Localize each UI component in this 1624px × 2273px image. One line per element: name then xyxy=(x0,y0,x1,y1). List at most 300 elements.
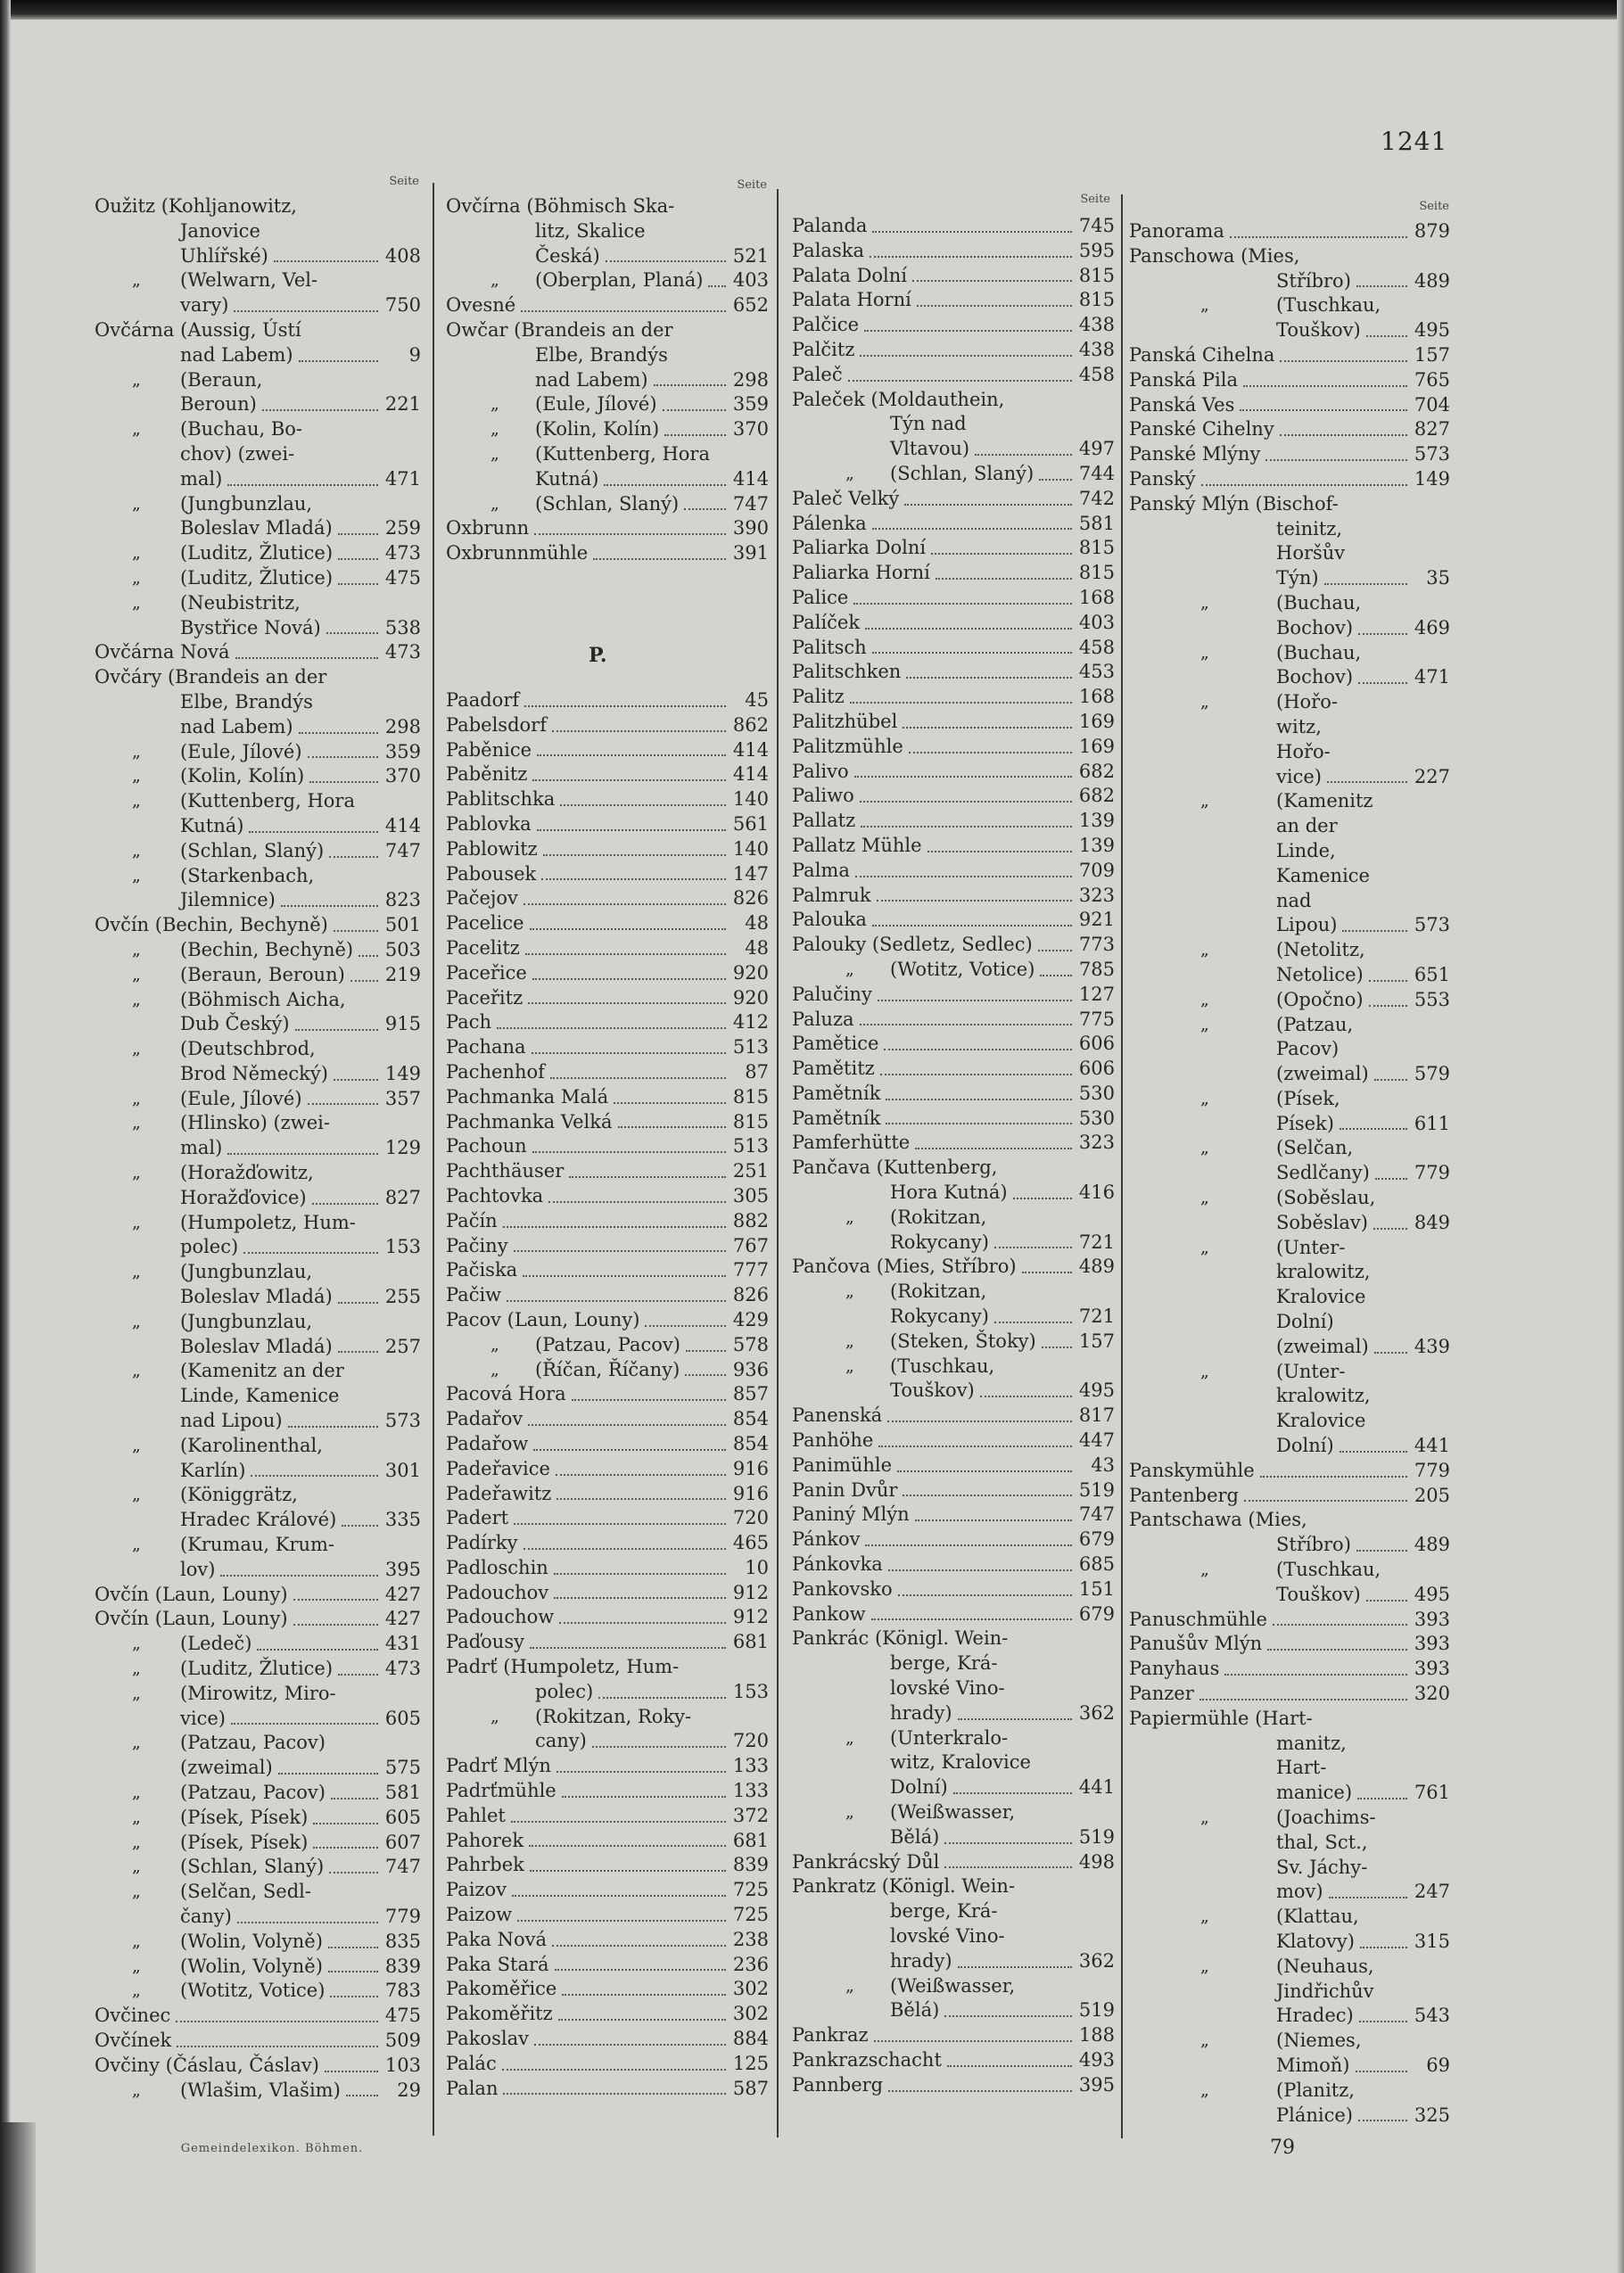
index-entry xyxy=(446,738,769,763)
dot-leader xyxy=(980,1396,1072,1397)
index-entry xyxy=(792,859,1115,884)
page-reference: 573 xyxy=(384,1410,421,1432)
page-reference: 742 xyxy=(1078,487,1115,509)
page-reference: 298 xyxy=(732,368,769,391)
index-entry-continuation xyxy=(1129,1533,1450,1558)
index-subentry xyxy=(95,541,421,566)
page-reference: 69 xyxy=(1426,2054,1450,2076)
dot-leader xyxy=(281,905,378,907)
ditto-mark: „ xyxy=(132,1783,141,1802)
dot-leader xyxy=(532,1151,726,1153)
ditto-mark: „ xyxy=(132,1535,141,1555)
index-entry xyxy=(446,1853,769,1878)
entry-name: Pantschawa (Mies, xyxy=(1129,1509,1307,1531)
dot-leader xyxy=(931,553,1072,555)
index-entry-continuation xyxy=(1129,269,1450,294)
page-reference: 611 xyxy=(1414,1112,1450,1134)
dot-leader xyxy=(871,1618,1072,1620)
ditto-mark: „ xyxy=(1200,989,1209,1009)
page-reference: 453 xyxy=(1078,661,1115,683)
index-subentry xyxy=(1129,641,1450,666)
index-entry xyxy=(446,1308,769,1333)
entry-name: Dolní) xyxy=(890,1776,948,1799)
page-reference: 441 xyxy=(1414,1435,1450,1457)
entry-name: (Patzau, xyxy=(1276,1013,1354,1035)
ditto-mark: „ xyxy=(132,1931,141,1951)
page-reference: 826 xyxy=(732,887,769,910)
index-entry-continuation xyxy=(792,1181,1115,1206)
page-reference: 255 xyxy=(384,1286,421,1308)
entry-name: Týn) xyxy=(1276,567,1319,589)
index-entry xyxy=(792,1057,1115,1082)
entry-name: (Eule, Jílové) xyxy=(180,740,302,762)
dot-leader xyxy=(936,578,1072,580)
index-entry-continuation xyxy=(95,1459,421,1484)
entry-name: Janovice xyxy=(180,219,260,242)
ditto-mark: „ xyxy=(132,766,141,786)
entry-name: Panská Cihelna xyxy=(1129,343,1275,366)
signature-mark: 79 xyxy=(1270,2137,1295,2159)
page-reference: 151 xyxy=(1078,1577,1115,1600)
index-subentry xyxy=(95,938,421,963)
index-entry-continuation xyxy=(792,412,1115,437)
page-reference: 920 xyxy=(732,961,769,984)
page-reference: 530 xyxy=(1078,1107,1115,1129)
entry-name: Bystřice Nová) xyxy=(180,616,321,638)
index-entry-continuation xyxy=(1129,740,1450,765)
index-subentry xyxy=(95,1806,421,1831)
dot-leader xyxy=(854,776,1072,778)
index-entry-continuation xyxy=(95,1508,421,1533)
page-reference: 513 xyxy=(732,1135,769,1157)
index-entry-continuation xyxy=(446,244,769,269)
entry-name: (Tuschkau, xyxy=(1276,294,1381,317)
entry-name: Soběslav) xyxy=(1276,1211,1368,1233)
entry-name: (Buchau, xyxy=(1276,641,1362,663)
index-entry-continuation xyxy=(95,1756,421,1781)
index-entry xyxy=(792,388,1115,413)
dot-leader xyxy=(947,2065,1072,2067)
index-subentry xyxy=(95,1855,421,1880)
entry-name: Palučiny xyxy=(792,983,872,1005)
dot-leader xyxy=(860,801,1072,803)
index-entry xyxy=(1129,219,1450,244)
dot-leader xyxy=(512,1895,726,1897)
entry-name: (Kuttenberg, Hora xyxy=(535,442,710,465)
dot-leader xyxy=(1358,633,1407,635)
entry-name: Paliarka Horní xyxy=(792,562,930,584)
entry-name: witz, xyxy=(1276,715,1322,737)
index-entry-continuation xyxy=(446,1729,769,1754)
scan-shadow-bottom-left xyxy=(0,2122,36,2273)
index-entry-continuation xyxy=(1129,1756,1450,1781)
index-entry-continuation xyxy=(1129,864,1450,889)
entry-name: an der xyxy=(1276,815,1338,837)
entry-name: Palma xyxy=(792,859,850,881)
entry-name: (Wotitz, Votice) xyxy=(180,1980,326,2002)
ditto-mark: „ xyxy=(132,1113,141,1133)
page-reference: 489 xyxy=(1414,1534,1450,1556)
page-reference: 335 xyxy=(384,1509,421,1531)
index-entry xyxy=(446,1605,769,1630)
dot-leader xyxy=(329,1872,378,1874)
entry-name: (zweimal) xyxy=(1276,1335,1369,1357)
dot-leader xyxy=(1042,1347,1072,1348)
page-reference: 133 xyxy=(732,1780,769,1802)
page-reference: 45 xyxy=(745,689,769,711)
ditto-mark: „ xyxy=(845,1330,854,1351)
index-entry xyxy=(446,812,769,837)
entry-name: Kutná) xyxy=(535,467,599,490)
index-subentry xyxy=(792,1726,1115,1751)
index-subentry xyxy=(95,764,421,789)
dot-leader xyxy=(569,1176,726,1178)
dot-leader xyxy=(897,1470,1072,1472)
entry-name: Dub Český) xyxy=(180,1013,290,1035)
page-reference: 497 xyxy=(1078,438,1115,460)
index-entry xyxy=(446,837,769,862)
page-reference: 773 xyxy=(1078,934,1115,956)
index-subentry xyxy=(95,591,421,616)
index-entry xyxy=(446,1581,769,1606)
ditto-mark: „ xyxy=(132,1435,141,1455)
page-reference: 473 xyxy=(384,1658,421,1680)
index-entry xyxy=(446,986,769,1011)
index-entry xyxy=(1129,1459,1450,1484)
index-entry xyxy=(792,1404,1115,1429)
index-entry xyxy=(446,1209,769,1234)
ditto-mark: „ xyxy=(490,493,499,514)
dot-leader xyxy=(359,955,378,957)
entry-name: (Netolitz, xyxy=(1276,939,1365,961)
index-entry xyxy=(792,1156,1115,1181)
entry-name: Elbe, Brandýs xyxy=(535,343,668,366)
entry-name: Oužitz (Kohljanowitz, xyxy=(95,195,297,217)
entry-name: Lipou) xyxy=(1276,914,1338,936)
entry-name: Pahorek xyxy=(446,1829,524,1851)
entry-name: Pánkov xyxy=(792,1528,861,1551)
dot-leader xyxy=(861,826,1072,828)
entry-name: Palčitz xyxy=(792,338,855,360)
index-subentry xyxy=(95,368,421,393)
entry-name: Pamětitz xyxy=(792,1058,875,1080)
dot-leader xyxy=(855,876,1072,877)
page-reference: 815 xyxy=(732,1110,769,1132)
page-reference: 879 xyxy=(1414,220,1450,242)
entry-name: (Neuhaus, xyxy=(1276,1955,1374,1977)
ditto-mark: „ xyxy=(132,1882,141,1902)
entry-name: Pačiny xyxy=(446,1234,508,1256)
index-entry xyxy=(446,688,769,713)
index-subentry xyxy=(1129,1013,1450,1038)
page-reference: 747 xyxy=(384,1856,421,1878)
index-entry xyxy=(1129,244,1450,269)
dot-leader xyxy=(533,1449,726,1451)
entry-name: Rokycany) xyxy=(890,1231,989,1253)
entry-name: Palouka xyxy=(792,909,867,931)
dot-leader xyxy=(548,1201,726,1203)
entry-name: Padrť (Humpoletz, Hum- xyxy=(446,1656,680,1678)
page-reference: 149 xyxy=(384,1062,421,1084)
page-reference: 251 xyxy=(732,1160,769,1182)
page-reference: 302 xyxy=(732,2003,769,2025)
page-reference: 471 xyxy=(384,467,421,490)
index-entry xyxy=(446,516,769,541)
page-reference: 912 xyxy=(732,1606,769,1628)
index-entry xyxy=(446,1060,769,1085)
ditto-mark: „ xyxy=(132,1659,141,1679)
entry-name: Paceřice xyxy=(446,961,527,984)
dot-leader xyxy=(299,732,378,734)
index-subentry xyxy=(446,442,769,467)
page-reference: 495 xyxy=(1414,319,1450,342)
index-entry xyxy=(446,2002,769,2027)
ditto-mark: „ xyxy=(132,1807,141,1827)
entry-name: Palčice xyxy=(792,314,860,336)
ditto-mark: „ xyxy=(132,1683,141,1703)
index-entry xyxy=(446,1258,769,1283)
dot-leader xyxy=(958,1966,1072,1968)
dot-leader xyxy=(528,1002,726,1004)
index-entry-continuation xyxy=(1129,1285,1450,1310)
dot-leader xyxy=(338,1351,378,1353)
index-entry xyxy=(792,1503,1115,1528)
dot-leader xyxy=(295,1029,378,1031)
entry-name: (Patzau, Pacov) xyxy=(180,1782,326,1803)
ditto-mark: „ xyxy=(1200,1088,1209,1108)
entry-name: Palmruk xyxy=(792,884,871,906)
ditto-mark: „ xyxy=(1200,1361,1209,1381)
dot-leader xyxy=(532,978,726,980)
index-entry xyxy=(792,1429,1115,1454)
page-reference: 227 xyxy=(1414,765,1450,787)
index-subentry xyxy=(95,1731,421,1756)
index-entry xyxy=(792,784,1115,809)
page-reference: 395 xyxy=(384,1558,421,1580)
entry-name: (Jungbunzlau, xyxy=(180,492,313,515)
index-entry xyxy=(446,2027,769,2052)
dot-leader xyxy=(552,1945,726,1947)
dot-leader xyxy=(251,1475,378,1477)
index-entry xyxy=(446,1878,769,1903)
index-entry xyxy=(446,293,769,318)
index-entry-continuation xyxy=(792,1305,1115,1330)
page-reference: 473 xyxy=(384,542,421,564)
entry-name: (Písek, Písek) xyxy=(180,1806,309,1828)
entry-name: Pachana xyxy=(446,1036,526,1058)
index-entry xyxy=(95,2029,421,2054)
index-entry xyxy=(792,908,1115,933)
index-entry xyxy=(1129,343,1450,368)
dot-leader xyxy=(529,1845,726,1847)
page-reference: 704 xyxy=(1414,393,1450,416)
entry-name: Kralovice xyxy=(1276,1410,1366,1432)
dot-leader xyxy=(1342,930,1406,932)
dot-leader xyxy=(530,1647,726,1649)
index-entry-continuation xyxy=(1129,765,1450,790)
index-subentry xyxy=(1129,1136,1450,1161)
entry-name: (Hlinsko) (zwei- xyxy=(180,1112,330,1134)
page-reference: 720 xyxy=(732,1730,769,1752)
page-reference: 188 xyxy=(1078,2024,1115,2047)
dot-leader xyxy=(1224,1674,1406,1676)
page-reference: 777 xyxy=(732,1259,769,1281)
dot-leader xyxy=(338,1674,378,1676)
index-entry-continuation xyxy=(1129,1856,1450,1881)
page-reference: 489 xyxy=(1078,1256,1115,1278)
index-subentry xyxy=(95,864,421,889)
entry-name: (zweimal) xyxy=(1276,1063,1369,1085)
page-reference: 936 xyxy=(732,1358,769,1380)
index-entry-continuation xyxy=(792,1701,1115,1726)
entry-name: (Rokitzan, Roky- xyxy=(535,1705,692,1727)
entry-name: hrady) xyxy=(890,1949,952,1972)
index-entry xyxy=(95,665,421,690)
dot-leader xyxy=(523,903,726,905)
dot-leader xyxy=(880,1074,1072,1075)
entry-name: Panušův Mlýn xyxy=(1129,1633,1263,1655)
dot-leader xyxy=(906,677,1072,679)
entry-name: (Neubistritz, xyxy=(180,591,301,614)
page-reference: 652 xyxy=(732,294,769,317)
entry-name: Bělá) xyxy=(890,1999,940,2022)
page-reference: 469 xyxy=(1414,616,1450,638)
index-column-2-o xyxy=(446,194,769,566)
ditto-mark: „ xyxy=(845,463,854,483)
dot-leader xyxy=(532,779,726,781)
index-entry-continuation xyxy=(95,1384,421,1409)
page-reference: 651 xyxy=(1414,963,1450,985)
entry-name: (Buchau, xyxy=(1276,591,1362,614)
dot-leader xyxy=(331,1798,378,1799)
index-entry xyxy=(792,487,1115,512)
page-reference: 149 xyxy=(1414,467,1450,490)
index-entry-continuation xyxy=(95,516,421,541)
dot-leader xyxy=(554,1597,726,1599)
dot-leader xyxy=(887,1421,1072,1422)
entry-name: Pabousek xyxy=(446,862,537,885)
ditto-mark: „ xyxy=(1200,1138,1209,1158)
entry-name: (Rokitzan, xyxy=(890,1281,987,1303)
ditto-mark: „ xyxy=(490,1359,499,1379)
index-subentry xyxy=(446,1705,769,1730)
entry-name: Pachmanka Malá xyxy=(446,1085,609,1108)
seite-label-col2: Seite xyxy=(737,178,767,192)
dot-leader xyxy=(1038,950,1072,951)
page-reference: 839 xyxy=(384,1955,421,1977)
page-reference: 473 xyxy=(384,641,421,663)
index-subentry xyxy=(1129,1806,1450,1831)
entry-name: Oxbrunnmühle xyxy=(446,542,589,564)
index-subentry xyxy=(792,1974,1115,1999)
index-subentry xyxy=(95,1781,421,1806)
index-entry xyxy=(792,1552,1115,1577)
dot-leader xyxy=(1244,1500,1407,1502)
entry-name: Písek) xyxy=(1276,1112,1334,1134)
page-reference: 720 xyxy=(732,1507,769,1529)
index-subentry xyxy=(95,839,421,864)
ditto-mark: „ xyxy=(845,959,854,979)
entry-name: Palice xyxy=(792,586,849,608)
index-entry xyxy=(792,685,1115,710)
entry-name: (Schlan, Slaný) xyxy=(180,839,325,861)
page-reference: 87 xyxy=(745,1060,769,1083)
index-entry xyxy=(792,1528,1115,1552)
dot-leader xyxy=(917,305,1072,307)
ditto-mark: „ xyxy=(132,1857,141,1877)
index-entry xyxy=(446,1506,769,1531)
entry-name: Paniný Mlýn xyxy=(792,1503,910,1526)
ditto-mark: „ xyxy=(490,270,499,291)
index-subentry xyxy=(792,958,1115,983)
dot-leader xyxy=(346,2095,378,2096)
entry-name: Paliarka Dolní xyxy=(792,537,927,559)
index-entry-continuation xyxy=(1129,1409,1450,1434)
page-reference: 854 xyxy=(732,1432,769,1454)
page-reference: 553 xyxy=(1414,988,1450,1010)
dot-leader xyxy=(555,1969,726,1971)
index-subentry xyxy=(95,492,421,517)
index-entry xyxy=(95,640,421,665)
index-entry-continuation xyxy=(1129,1732,1450,1757)
column-rule xyxy=(1121,194,1123,2138)
index-entry-continuation xyxy=(446,467,769,492)
page-reference: 921 xyxy=(1078,909,1115,931)
seite-label-col3: Seite xyxy=(1080,193,1110,206)
ditto-mark: „ xyxy=(1200,642,1209,663)
index-subentry xyxy=(1129,938,1450,963)
entry-name: Palíček xyxy=(792,611,861,633)
page-reference: 10 xyxy=(745,1556,769,1578)
index-entry-continuation xyxy=(792,1825,1115,1850)
index-subentry xyxy=(95,1955,421,1980)
page-reference: 744 xyxy=(1078,462,1115,484)
index-entry xyxy=(446,194,769,219)
entry-name: Pahlet xyxy=(446,1804,506,1826)
index-entry xyxy=(792,1874,1115,1899)
page-reference: 761 xyxy=(1414,1782,1450,1804)
entry-name: Paizow xyxy=(446,1904,513,1926)
index-subentry xyxy=(1129,1558,1450,1583)
page-reference: 721 xyxy=(1078,1305,1115,1328)
index-entry xyxy=(792,561,1115,586)
index-entry-continuation xyxy=(1129,1434,1450,1459)
index-subentry xyxy=(446,392,769,417)
entry-name: Padouchov xyxy=(446,1581,549,1603)
index-entry xyxy=(446,1804,769,1829)
dot-leader xyxy=(511,1821,726,1823)
dot-leader xyxy=(313,1847,378,1849)
entry-name: Linde, Kamenice xyxy=(180,1385,340,1407)
entry-name: manice) xyxy=(1276,1782,1353,1804)
page-reference: 489 xyxy=(1414,269,1450,292)
dot-leader xyxy=(514,1523,726,1525)
index-subentry xyxy=(446,1358,769,1383)
ditto-mark: „ xyxy=(1200,295,1209,316)
page-reference: 431 xyxy=(384,1633,421,1655)
page-reference: 587 xyxy=(732,2077,769,2099)
dot-leader xyxy=(606,260,726,262)
entry-name: Pančova (Mies, Stříbro) xyxy=(792,1256,1017,1278)
ditto-mark: „ xyxy=(1200,1808,1209,1827)
index-entry-continuation xyxy=(95,1136,421,1161)
entry-name: Kralovice xyxy=(1276,1286,1366,1308)
entry-name: berge, Krá- xyxy=(890,1900,998,1923)
dot-leader xyxy=(530,928,726,930)
ditto-mark: „ xyxy=(845,1975,854,1996)
ditto-mark: „ xyxy=(132,592,141,613)
dot-leader xyxy=(556,1474,726,1476)
